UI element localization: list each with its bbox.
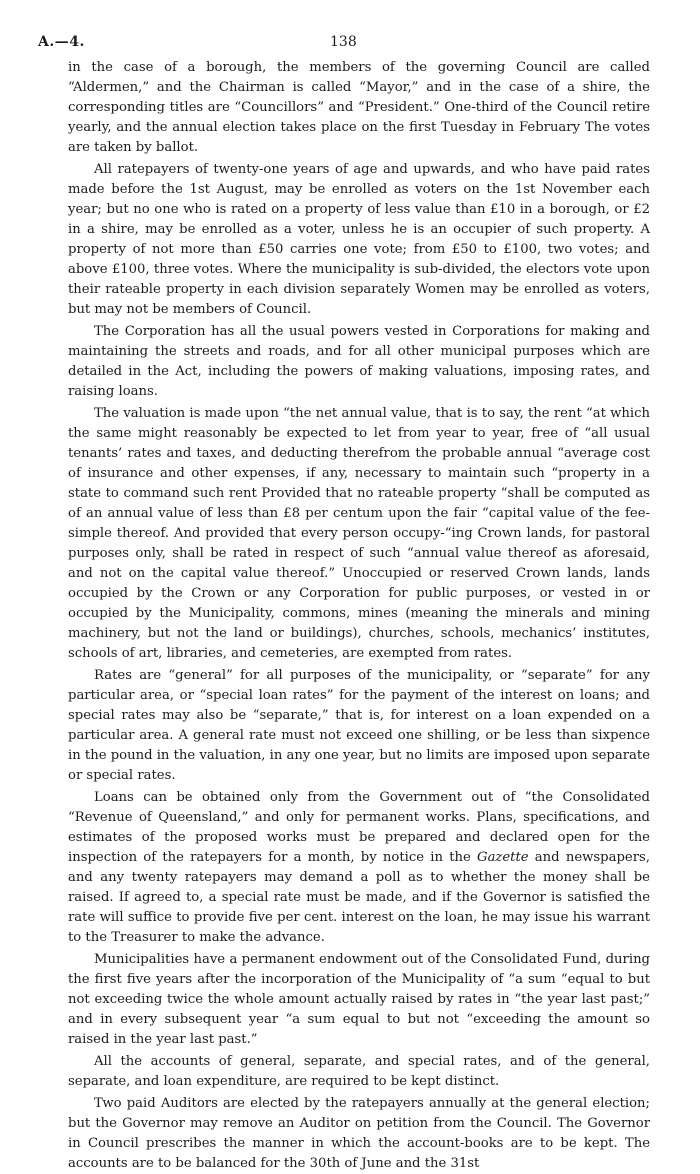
page-header [38,34,650,58]
paragraph-accounts: All the accounts of general, separate, and special rates, and of the general, separate, and loan expenditure, are required to be kept distinct. [68,1054,650,1089]
paragraph-valuation: The valuation is made upon “the net annual value, that is to say, the rent “at which the same might reasonably be expected to let from year to year, free of “all usual tenants’ rates and taxes, and deducting therefrom the probable annual “average cost of insurance and other expenses, if any, necessary to maintain such “property in a state to command such rent Provided that no rateable property “shall be computed as of an annual value of less than £8 per centum upon the fair “capital value of the fee-simple thereof. And provided that every person occupy-“ing Crown lands, for pastoral purposes only, shall be rated in respect of such “annual value thereof as aforesaid, and not on the capital value thereof.” Unoccupied or reserved Crown lands, lands occupied by the Crown or any Corporation for public purposes, or vested in or occupied by the Municipality, commons, mines (meaning the minerals and mining machinery, but not the land or buildings), churches, schools, mechanics’ institutes, schools of art, libraries, and cemeteries, are exempted from rates. [68,406,650,661]
paragraph-endowment: Municipalities have a permanent endowment out of the Consolidated Fund, during the first five years after the incorporation of the Municipality of “a sum “equal to but not exceeding twice the whole amount actually raised by rates in “the year last past;” and in every subsequent year “a sum equal to but not “exceeding the amount so raised in the year last past.” [68,952,650,1047]
paragraph-corporation-powers: The Corporation has all the usual powers vested in Corporations for making and maintaining the streets and roads, and for all other municipal purposes which are detailed in the Act, including the powers of making valuations, imposing rates, and raising loans. [68,324,650,399]
document-reference: A.—4. [38,34,85,50]
paragraph-council-titles: in the case of a borough, the members of the governing Council are called “Aldermen,” and the Chairman is called “Mayor,” and in the case of a shire, the corresponding titles are “Councillors” and “President.” One-third of the Council retire yearly, and the annual election takes place on the first Tuesday in February The votes are taken by ballot. [68,60,650,155]
page-body [68,58,650,1174]
page-number: 138 [330,34,357,50]
gazette-italic: Gazette [477,850,529,865]
loans-text-before: Loans can be obtained only from the Government out of “the Consolidated “Revenue of Queensland,” and only for permanent works. Plans, specifications, and estimates of the proposed works must be prepared and declared open for the inspection of the ratepayers for a month, by notice in the [68,790,650,865]
loans-text-after: and newspapers, and any twenty ratepayers may demand a poll as to whether the money shall be raised. If agreed to, a special rate must be made, and if the Governor is satisfied the rate will suffice to provide five per cent. interest on the loan, he may issue his warrant to the Treasurer to make the advance. [68,850,650,945]
paragraph-voters: All ratepayers of twenty-one years of age and upwards, and who have paid rates made before the 1st August, may be enrolled as voters on the 1st November each year; but no one who is rated on a property of less value than £10 in a borough, or £2 in a shire, may be enrolled as a voter, unless he is an occupier of such property. A property of not more than £50 carries one vote; from £50 to £100, two votes; and above £100, three votes. Where the municipality is sub-divided, the electors vote upon their rateable property in each division separately Women may be enrolled as voters, but may not be members of Council. [68,162,650,317]
paragraph-loans [68,788,650,948]
paragraph-auditors: Two paid Auditors are elected by the ratepayers annually at the general election; but the Governor may remove an Auditor on petition from the Council. The Governor in Council prescribes the manner in which the account-books are to be kept. The accounts are to be balanced for the 30th of June and the 31st [68,1096,650,1171]
paragraph-rates: Rates are “general” for all purposes of the municipality, or “separate” for any particular area, or “special loan rates” for the payment of the interest on loans; and special rates may also be “separate,” that is, for interest on a loan expended on a particular area. A general rate must not exceed one shilling, or be less than sixpence in the pound in the valuation, in any one year, but no limits are imposed upon separate or special rates. [68,668,650,783]
